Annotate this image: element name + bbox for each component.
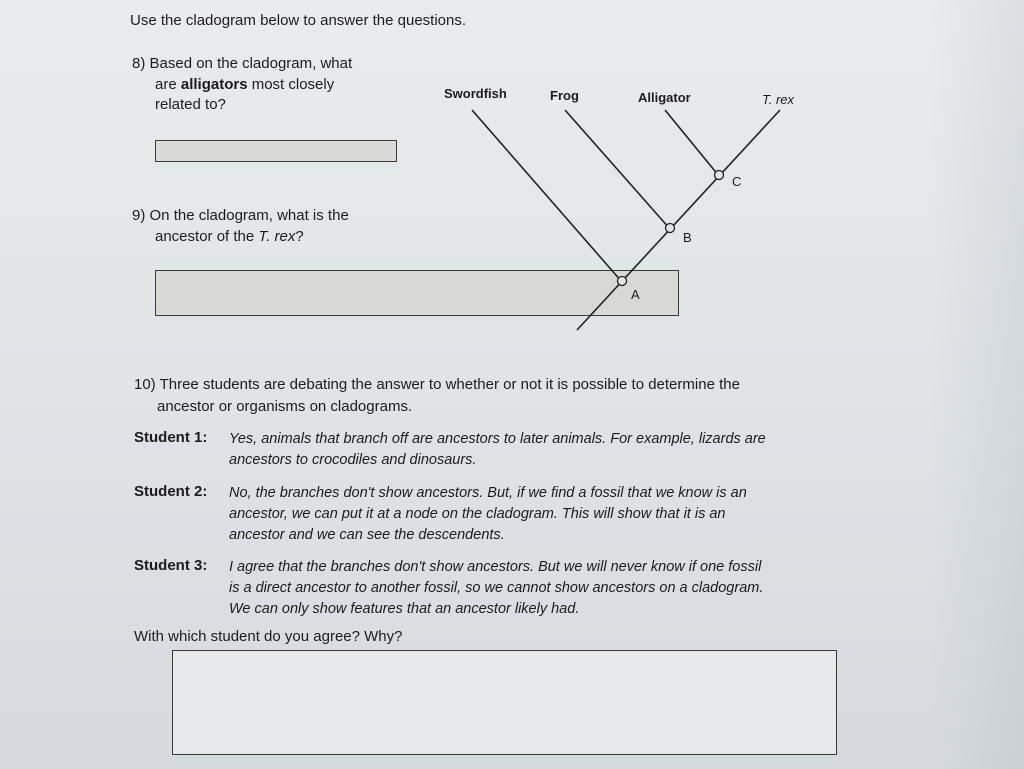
student-2-label: Student 2: (134, 483, 208, 500)
node-label-b: B (683, 230, 692, 245)
q8-number: 8) (132, 55, 146, 72)
node-label-c: C (732, 174, 742, 189)
taxon-frog: Frog (550, 88, 579, 103)
q10-line2: ancestor or organisms on cladograms. (157, 398, 413, 415)
student-3-label: Student 3: (134, 557, 208, 574)
q8-line1: Based on the cladogram, what (149, 55, 353, 72)
frog-branch (565, 110, 670, 229)
cladogram-branches (472, 110, 780, 330)
node-b-marker[interactable] (666, 224, 675, 233)
student-2-line3: ancestor and we can see the descendents. (229, 527, 505, 543)
q9-line2-italic: T. rex (258, 228, 296, 245)
q9-line2-pre: ancestor of the (155, 228, 259, 245)
q10-answer-field[interactable] (172, 650, 837, 755)
q8-line2-pre: are (155, 76, 181, 93)
taxon-swordfish: Swordfish (444, 86, 507, 101)
q10-text-line1 (134, 376, 740, 394)
node-a-marker[interactable] (618, 277, 627, 286)
q9-line2-post: ? (295, 228, 304, 245)
student-3-line2: is a direct ancestor to another fossil, so we cannot show ancestors on a cladogram. (229, 580, 764, 596)
node-label-a: A (631, 287, 640, 302)
student-1-line1: Yes, animals that branch off are ancestors to later animals. For example, lizards are (229, 431, 766, 447)
swordfish-branch (472, 110, 622, 282)
q8-line2-post: most closely (247, 76, 335, 93)
alligator-branch (665, 110, 719, 176)
q10-number: 10) (134, 376, 156, 393)
q10-question: With which student do you agree? Why? (134, 628, 403, 645)
q8-line2-bold: alligators (180, 76, 248, 93)
student-1-line2: ancestors to crocodiles and dinosaurs. (229, 452, 477, 468)
taxon-trex: T. rex (762, 92, 795, 107)
q8-line3: related to? (155, 96, 226, 113)
q9-number: 9) (132, 207, 146, 224)
student-2-line2: ancestor, we can put it at a node on the cladogram. This will show that it is an (229, 506, 726, 522)
main-stem (577, 110, 780, 330)
q9-line1: On the cladogram, what is the (149, 207, 349, 224)
q10-line1: Three students are debating the answer to whether or not it is possible to determine the (159, 376, 740, 393)
student-2-line1: No, the branches don't show ancestors. But, if we find a fossil that we know is an (229, 485, 747, 501)
node-c-marker[interactable] (715, 171, 724, 180)
student-1-label: Student 1: (134, 429, 208, 446)
taxon-alligator: Alligator (638, 90, 691, 105)
student-3-line1: I agree that the branches don't show ancestors. But we will never know if one fossil (229, 559, 762, 575)
instructions-text: Use the cladogram below to answer the questions. (130, 12, 467, 29)
student-3-line3: We can only show features that an ancestor likely had. (229, 601, 580, 617)
